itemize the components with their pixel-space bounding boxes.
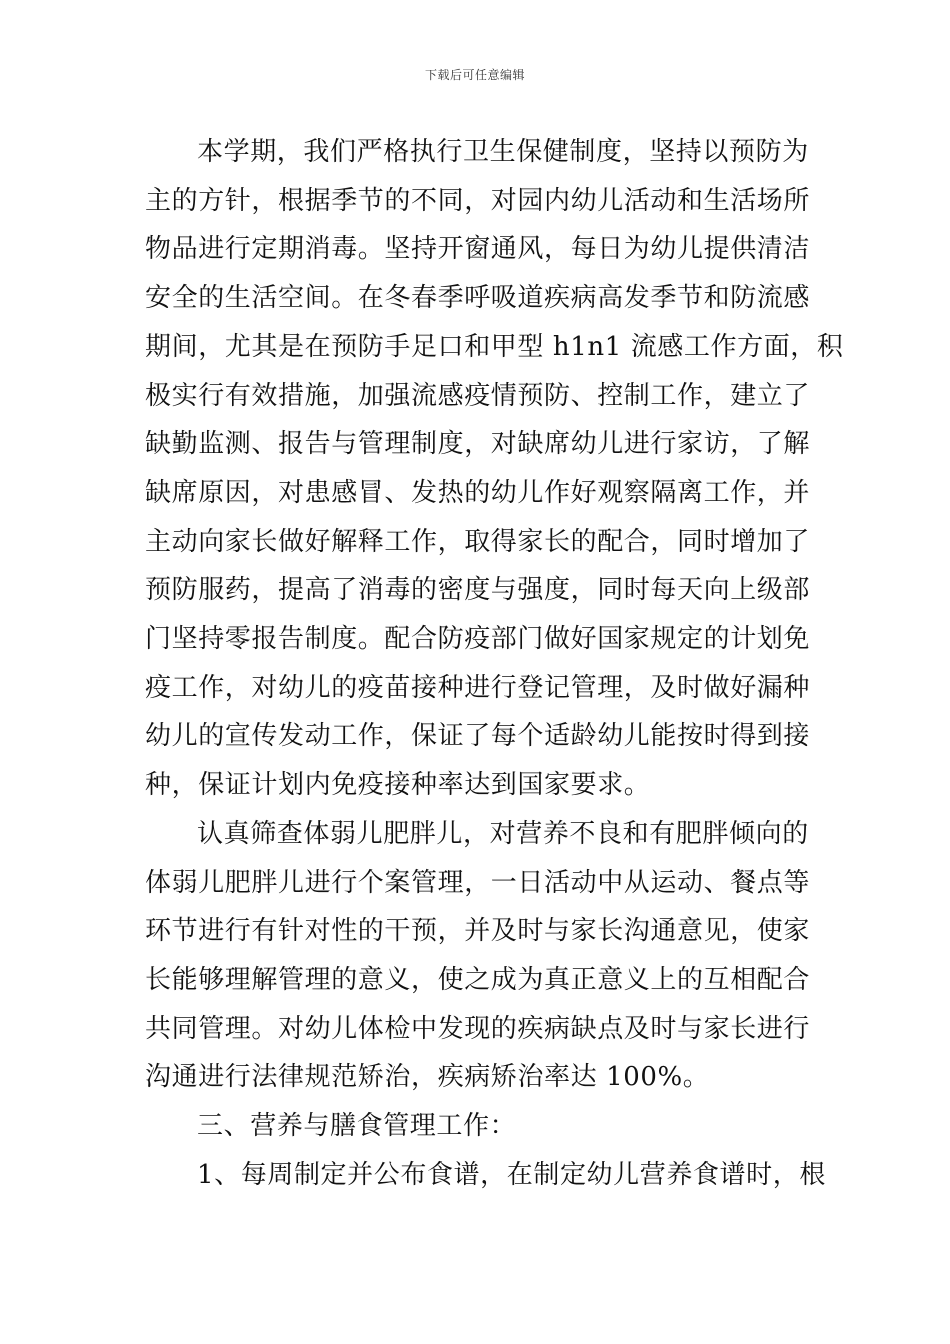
paragraph-line: 物品进行定期消毒。坚持开窗通风，每日为幼儿提供清洁 bbox=[145, 234, 811, 265]
paragraph-line: 本学期，我们严格执行卫生保健制度，坚持以预防为 bbox=[197, 137, 809, 167]
paragraph-menu bbox=[145, 1151, 826, 1200]
paragraph-line: 1、每周制定并公布食谱，在制定幼儿营养食谱时，根 bbox=[197, 1159, 826, 1190]
paragraph-line: 缺席原因，对患感冒、发热的幼儿作好观察隔离工作，并 bbox=[145, 477, 811, 508]
paragraph-line: 疫工作，对幼儿的疫苗接种进行登记管理，及时做好漏种 bbox=[145, 672, 811, 703]
section-heading-nutrition bbox=[145, 1102, 810, 1151]
paragraph-line: 共同管理。对幼儿体检中发现的疾病缺点及时与家长进行 bbox=[145, 1013, 811, 1044]
paragraph-line: 沟通进行法律规范矫治，疾病矫治率达 100%。 bbox=[145, 1062, 710, 1093]
section-heading-line: 三、营养与膳食管理工作： bbox=[197, 1111, 517, 1142]
document-body bbox=[145, 128, 844, 1199]
paragraph-line: 认真筛查体弱儿肥胖儿，对营养不良和有肥胖倾向的 bbox=[197, 818, 809, 849]
header-note: 下载后可任意编辑 bbox=[424, 68, 525, 82]
paragraph-line: 主的方针，根据季节的不同，对园内幼儿活动和生活场所 bbox=[145, 185, 811, 216]
paragraph-line: 门坚持零报告制度。配合防疫部门做好国家规定的计划免 bbox=[145, 624, 811, 655]
paragraph-hygiene bbox=[145, 128, 844, 810]
paragraph-line: 缺勤监测、报告与管理制度，对缺席幼儿进行家访，了解 bbox=[145, 429, 811, 460]
paragraph-line: 预防服药，提高了消毒的密度与强度，同时每天向上级部 bbox=[145, 575, 811, 606]
paragraph-line: 安全的生活空间。在冬春季呼吸道疾病高发季节和防流感 bbox=[145, 283, 811, 314]
paragraph-line: 长能够理解管理的意义，使之成为真正意义上的互相配合 bbox=[145, 964, 811, 995]
paragraph-line: 体弱儿肥胖儿进行个案管理，一日活动中从运动、餐点等 bbox=[145, 867, 811, 898]
paragraph-line: 极实行有效措施，加强流感疫情预防、控制工作，建立了 bbox=[145, 380, 811, 411]
paragraph-line: 幼儿的宣传发动工作，保证了每个适龄幼儿能按时得到接 bbox=[145, 721, 811, 752]
paragraph-line: 期间，尤其是在预防手足口和甲型 h1n1 流感工作方面，积 bbox=[145, 331, 844, 362]
paragraph-line: 主动向家长做好解释工作，取得家长的配合，同时增加了 bbox=[145, 526, 811, 557]
paragraph-line: 种，保证计划内免疫接种率达到国家要求。 bbox=[145, 770, 651, 801]
paragraph-screening bbox=[145, 810, 810, 1102]
paragraph-line: 环节进行有针对性的干预，并及时与家长沟通意见，使家 bbox=[145, 916, 811, 947]
